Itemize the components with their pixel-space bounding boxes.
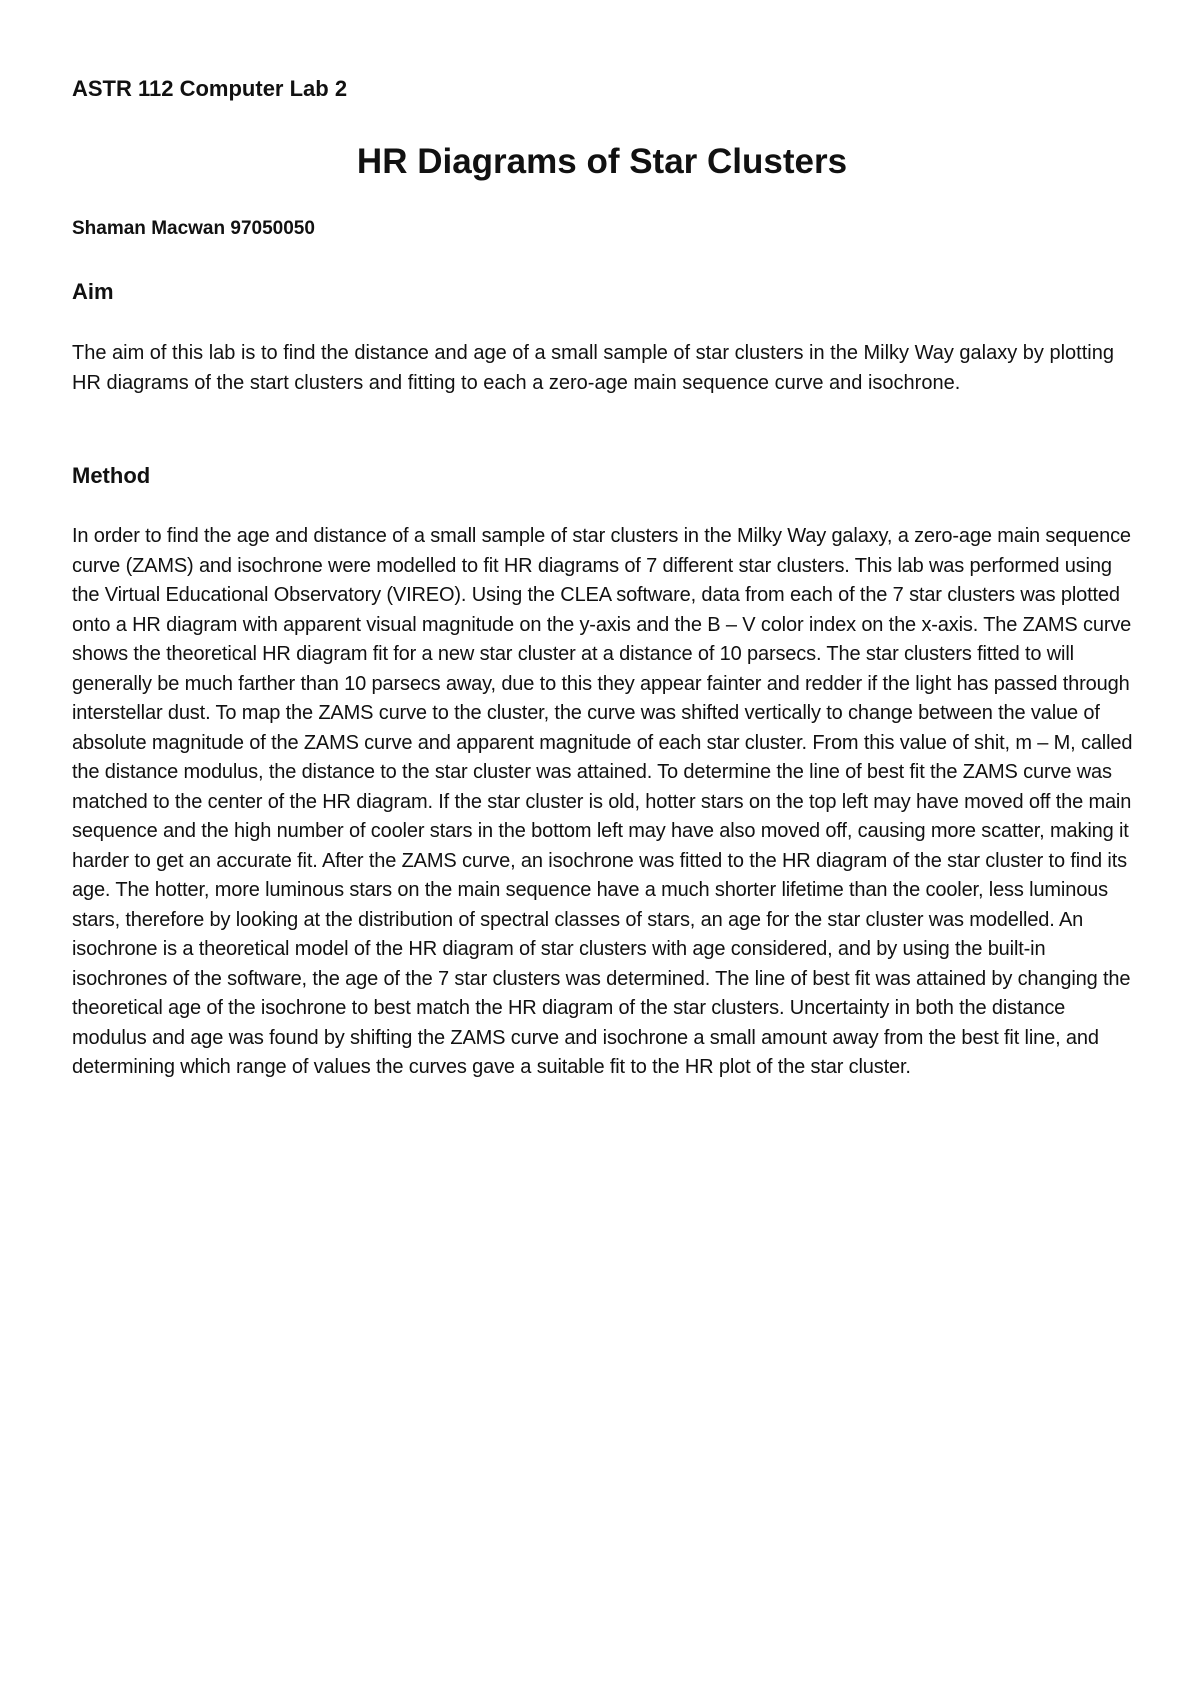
course-label: ASTR 112 Computer Lab 2 [72,76,348,101]
document-title: HR Diagrams of Star Clusters [356,142,848,181]
method-heading: Method [72,463,151,488]
author-line: Shaman Macwan 97050050 [72,218,315,239]
method-paragraph: In order to find the age and distance of a small sample of star clusters in the Milky Way galaxy, a zero-age main sequence curve (ZAMS) and isochrone were modelled to fit HR diagrams of 7 different star clusters. This lab was performed using the Virtual Educational Observatory (VIREO). Using the CLEA software, data from each of the 7 star clusters was plotted onto a HR diagram with apparent visual magnitude on the y-axis and the B – V color index on the x-axis. The ZAMS curve shows the theoretical HR diagram fit for a new star cluster at a distance of 10 parsecs. The star clusters fitted to will generally be much farther than 10 parsecs away, due to this they appear fainter and redder if the light has passed through interstellar dust. To map the ZAMS curve to the cluster, the curve was shifted vertically to change between the value of absolute magnitude of the ZAMS curve and apparent magnitude of each star cluster. From this value of shit, m – M, called the distance modulus, the distance to the star cluster was attained. To determine the line of best fit the ZAMS curve was matched to the center of the HR diagram. If the star cluster is old, hotter stars on the top left may have moved off the main sequence and the high number of cooler stars in the bottom left may have also moved off, causing more scatter, making it harder to get an accurate fit. After the ZAMS curve, an isochrone was fitted to the HR diagram of the star cluster to find its age. The hotter, more luminous stars on the main sequence have a much shorter lifetime than the cooler, less luminous stars, therefore by looking at the distribution of spectral classes of stars, an age for the star cluster was modelled. An isochrone is a theoretical model of the HR diagram of star clusters with age considered, and by using the built-in isochrones of the software, the age of the 7 star clusters was determined. The line of best fit was attained by changing the theoretical age of the isochrone to best match the HR diagram of the star clusters. Uncertainty in both the distance modulus and age was found by shifting the ZAMS curve and isochrone a small amount away from the best fit line, and determining which range of values the curves gave a suitable fit to the HR plot of the star cluster. [72,525,1133,1078]
aim-paragraph: The aim of this lab is to find the distance and age of a small sample of star clusters in the Milky Way galaxy by plotting HR diagrams of the start clusters and fitting to each a zero-age main sequence curve and isochrone. [72,342,1114,394]
aim-heading: Aim [72,279,114,304]
